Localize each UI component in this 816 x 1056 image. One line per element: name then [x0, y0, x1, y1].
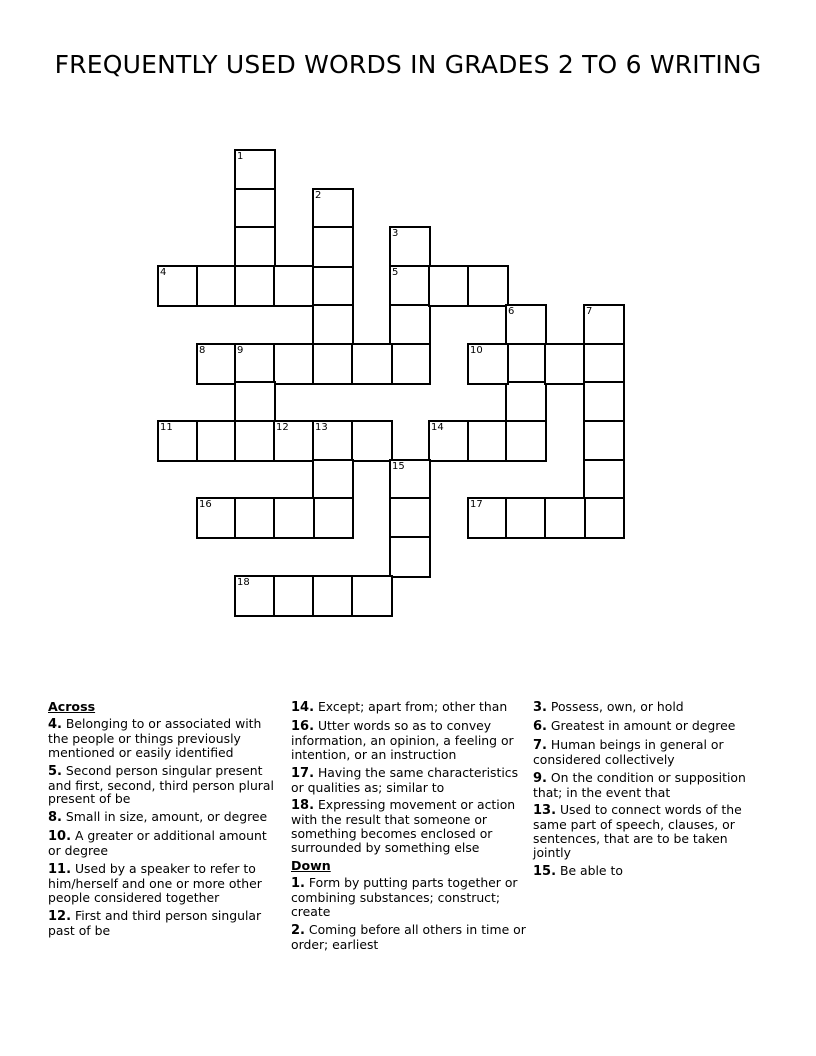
grid-cell[interactable]	[196, 343, 238, 385]
grid-cell[interactable]	[234, 575, 276, 617]
grid-cell[interactable]	[389, 343, 431, 385]
clue-text: First and third person singular past of be	[48, 907, 262, 938]
clue-number-label: 11.	[48, 862, 72, 878]
grid-cell[interactable]	[234, 381, 276, 423]
clue-number: 3	[392, 228, 399, 239]
clue-item	[533, 700, 761, 715]
clue-number-label: 17.	[291, 765, 315, 781]
clue-item	[291, 798, 527, 855]
grid-cell[interactable]	[544, 343, 586, 385]
clues-column-2	[291, 700, 527, 956]
clue-text: Possess, own, or hold	[546, 699, 684, 714]
clue-number-label: 8.	[48, 810, 62, 826]
clues-column-3	[533, 700, 761, 883]
grid-cell[interactable]	[234, 420, 276, 462]
clue-text: Except; apart from; other than	[314, 699, 508, 714]
grid-cell[interactable]	[312, 497, 354, 539]
clue-number-label: 6.	[533, 718, 547, 734]
clue-number: 11	[160, 422, 173, 433]
grid-cell[interactable]	[583, 459, 625, 501]
grid-cell[interactable]	[234, 149, 276, 191]
grid-cell[interactable]	[312, 420, 354, 462]
clue-number-label: 15.	[533, 864, 557, 880]
grid-cell[interactable]	[428, 265, 470, 307]
clue-item	[291, 876, 527, 919]
grid-cell[interactable]	[196, 497, 238, 539]
clue-item	[533, 719, 761, 734]
clue-item	[48, 829, 276, 858]
grid-cell[interactable]	[389, 497, 431, 539]
clue-text: Having the same characteristics or qualities as; similar to	[291, 764, 519, 795]
grid-cell[interactable]	[389, 304, 431, 346]
grid-cell[interactable]	[273, 343, 315, 385]
grid-cell[interactable]	[312, 459, 354, 501]
clue-number: 13	[315, 422, 328, 433]
clue-number-label: 18.	[291, 798, 315, 814]
clue-number-label: 12.	[48, 908, 72, 924]
clue-number-label: 5.	[48, 763, 62, 779]
clue-text: Second person singular present and first, second, third person plural present of be	[48, 762, 274, 807]
clue-number: 10	[470, 345, 483, 356]
grid-cell[interactable]	[273, 575, 315, 617]
grid-cell[interactable]	[505, 497, 547, 539]
clue-number: 2	[315, 190, 322, 201]
clue-item	[533, 738, 761, 767]
grid-cell[interactable]	[389, 459, 431, 501]
grid-cell[interactable]	[583, 343, 625, 385]
grid-cell[interactable]	[505, 381, 547, 423]
clue-number-label: 9.	[533, 770, 547, 786]
grid-cell[interactable]	[157, 265, 199, 307]
clue-item	[48, 764, 276, 807]
grid-cell[interactable]	[234, 188, 276, 230]
clue-number: 15	[392, 461, 405, 472]
clue-item	[291, 923, 527, 952]
clue-number: 5	[392, 267, 399, 278]
clue-item	[48, 862, 276, 905]
clue-text: Utter words so as to convey information, an opinion, a feeling or intention, or an instruction	[291, 717, 514, 762]
grid-cell[interactable]	[467, 420, 509, 462]
grid-cell[interactable]	[505, 304, 547, 346]
grid-cell[interactable]	[312, 575, 354, 617]
grid-cell[interactable]	[544, 497, 586, 539]
grid-cell[interactable]	[389, 226, 431, 268]
grid-cell[interactable]	[312, 265, 354, 307]
clue-item	[48, 909, 276, 938]
grid-cell[interactable]	[505, 343, 547, 385]
grid-cell[interactable]	[312, 188, 354, 230]
grid-cell[interactable]	[351, 575, 393, 617]
grid-cell[interactable]	[467, 343, 509, 385]
clues-column-1	[48, 700, 276, 942]
clue-item	[291, 719, 527, 762]
grid-cell[interactable]	[273, 420, 315, 462]
grid-cell[interactable]	[351, 343, 393, 385]
grid-cell[interactable]	[234, 343, 276, 385]
grid-cell[interactable]	[467, 265, 509, 307]
clue-number: 1	[237, 151, 244, 162]
clue-number: 14	[431, 422, 444, 433]
clue-number: 6	[508, 306, 515, 317]
clue-text: Be able to	[556, 863, 623, 879]
clue-item	[291, 700, 527, 715]
grid-cell[interactable]	[583, 381, 625, 423]
clue-item	[48, 717, 276, 760]
clue-number-label: 1.	[291, 875, 305, 891]
clue-number-label: 2.	[291, 922, 305, 938]
clue-number: 16	[199, 499, 212, 510]
grid-cell[interactable]	[583, 304, 625, 346]
clue-text: Human beings in general or considered collectively	[533, 736, 724, 767]
clue-text: Belonging to or associated with the people or things previously mentioned or easily identified	[48, 715, 262, 760]
grid-cell[interactable]	[351, 420, 393, 462]
clue-text: Expressing movement or action with the result that someone or something becomes enclosed or surrounded by something else	[291, 797, 516, 856]
page-title: FREQUENTLY USED WORDS IN GRADES 2 TO 6 WRITING	[54, 50, 762, 79]
clue-text: Used by a speaker to refer to him/herself and one or more other people considered together	[48, 861, 262, 905]
clue-number-label: 4.	[48, 716, 62, 732]
clue-item	[291, 766, 527, 795]
grid-cell[interactable]	[467, 497, 509, 539]
clue-number: 17	[470, 499, 483, 510]
clue-text: Used to connect words of the same part of speech, clauses, or sentences, that are to be taken jointly	[533, 802, 742, 861]
clue-number: 8	[199, 345, 206, 356]
grid-cell[interactable]	[157, 420, 199, 462]
grid-cell[interactable]	[389, 536, 431, 578]
across-heading: Across	[48, 699, 96, 714]
grid-cell[interactable]	[234, 265, 276, 307]
clue-number: 18	[237, 577, 250, 588]
clue-number: 9	[237, 345, 244, 356]
clue-number-label: 10.	[48, 829, 72, 845]
clue-text: On the condition or supposition that; in the event that	[533, 769, 746, 800]
grid-cell[interactable]	[428, 420, 470, 462]
clue-item	[533, 803, 761, 860]
clue-text: Coming before all others in time or order; earliest	[291, 921, 526, 952]
grid-cell[interactable]	[196, 265, 238, 307]
grid-cell[interactable]	[273, 265, 315, 307]
grid-cell[interactable]	[312, 226, 354, 268]
clue-text: A greater or additional amount or degree	[48, 828, 267, 859]
clue-item	[48, 810, 276, 825]
grid-cell[interactable]	[312, 343, 354, 385]
grid-cell[interactable]	[312, 304, 354, 346]
clue-text: Form by putting parts together or combining substances; construct; create	[291, 874, 518, 919]
grid-cell[interactable]	[234, 226, 276, 268]
grid-cell[interactable]	[505, 420, 547, 462]
grid-cell[interactable]	[273, 497, 315, 539]
clue-number-label: 3.	[533, 700, 547, 715]
down-heading: Down	[291, 858, 331, 874]
grid-cell[interactable]	[196, 420, 238, 462]
clue-item	[533, 864, 761, 879]
clue-number-label: 16.	[291, 718, 315, 734]
grid-cell[interactable]	[389, 265, 431, 307]
clue-item	[533, 771, 761, 800]
clue-number-label: 13.	[533, 803, 557, 819]
grid-cell[interactable]	[583, 420, 625, 462]
clue-text: Greatest in amount or degree	[546, 717, 736, 733]
clue-number: 7	[586, 306, 593, 317]
clue-number: 12	[276, 422, 289, 433]
grid-cell[interactable]	[234, 497, 276, 539]
grid-cell[interactable]	[583, 497, 625, 539]
clue-number: 4	[160, 267, 167, 278]
clue-number-label: 7.	[533, 737, 547, 753]
clue-text: Small in size, amount, or degree	[61, 809, 268, 825]
clue-number-label: 14.	[291, 700, 315, 715]
